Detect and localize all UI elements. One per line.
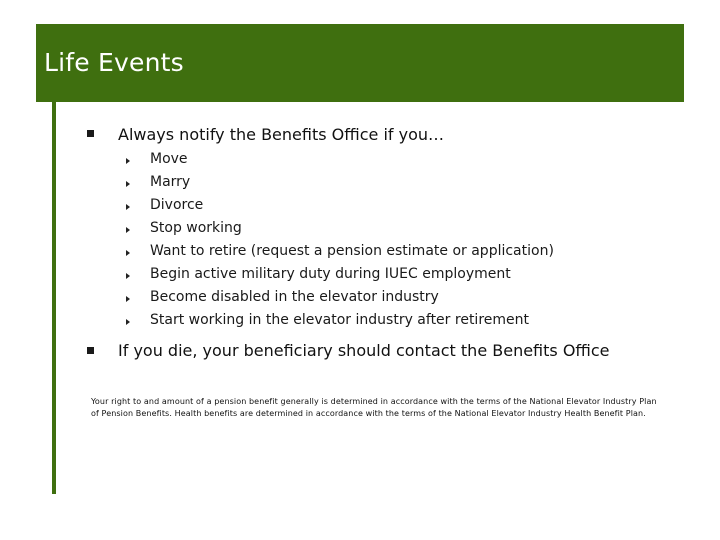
sub-item-disabled: Become disabled in the elevator industry xyxy=(150,289,439,305)
arrow-bullet-icon xyxy=(126,227,130,233)
left-accent-rule xyxy=(52,102,56,494)
bullet-notify-benefits-office: Always notify the Benefits Office if you… xyxy=(118,125,444,144)
footnote: Your right to and amount of a pension benefit generally is determined in accordance with the terms of the National Elevator Industry Plan of Pension Benefits. Health benefits are determined in accordance with the terms of the National Elevator Industry Health Benefit Plan. xyxy=(91,397,657,418)
sub-item-stop-working: Stop working xyxy=(150,220,242,236)
arrow-bullet-icon xyxy=(126,319,130,325)
square-bullet-icon xyxy=(87,130,94,137)
arrow-bullet-icon xyxy=(126,296,130,302)
slide-title: Life Events xyxy=(44,48,184,77)
title-bar xyxy=(36,24,684,102)
bullet-beneficiary-contact: If you die, your beneficiary should contact the Benefits Office xyxy=(118,341,610,360)
sub-item-start-working: Start working in the elevator industry after retirement xyxy=(150,312,529,328)
sub-item-retire: Want to retire (request a pension estimate or application) xyxy=(150,243,554,259)
sub-item-military-duty: Begin active military duty during IUEC employment xyxy=(150,266,511,282)
arrow-bullet-icon xyxy=(126,273,130,279)
arrow-bullet-icon xyxy=(126,250,130,256)
square-bullet-icon xyxy=(87,347,94,354)
sub-item-move: Move xyxy=(150,151,188,167)
arrow-bullet-icon xyxy=(126,204,130,210)
arrow-bullet-icon xyxy=(126,158,130,164)
sub-item-divorce: Divorce xyxy=(150,197,204,213)
arrow-bullet-icon xyxy=(126,181,130,187)
sub-item-marry: Marry xyxy=(150,174,191,190)
